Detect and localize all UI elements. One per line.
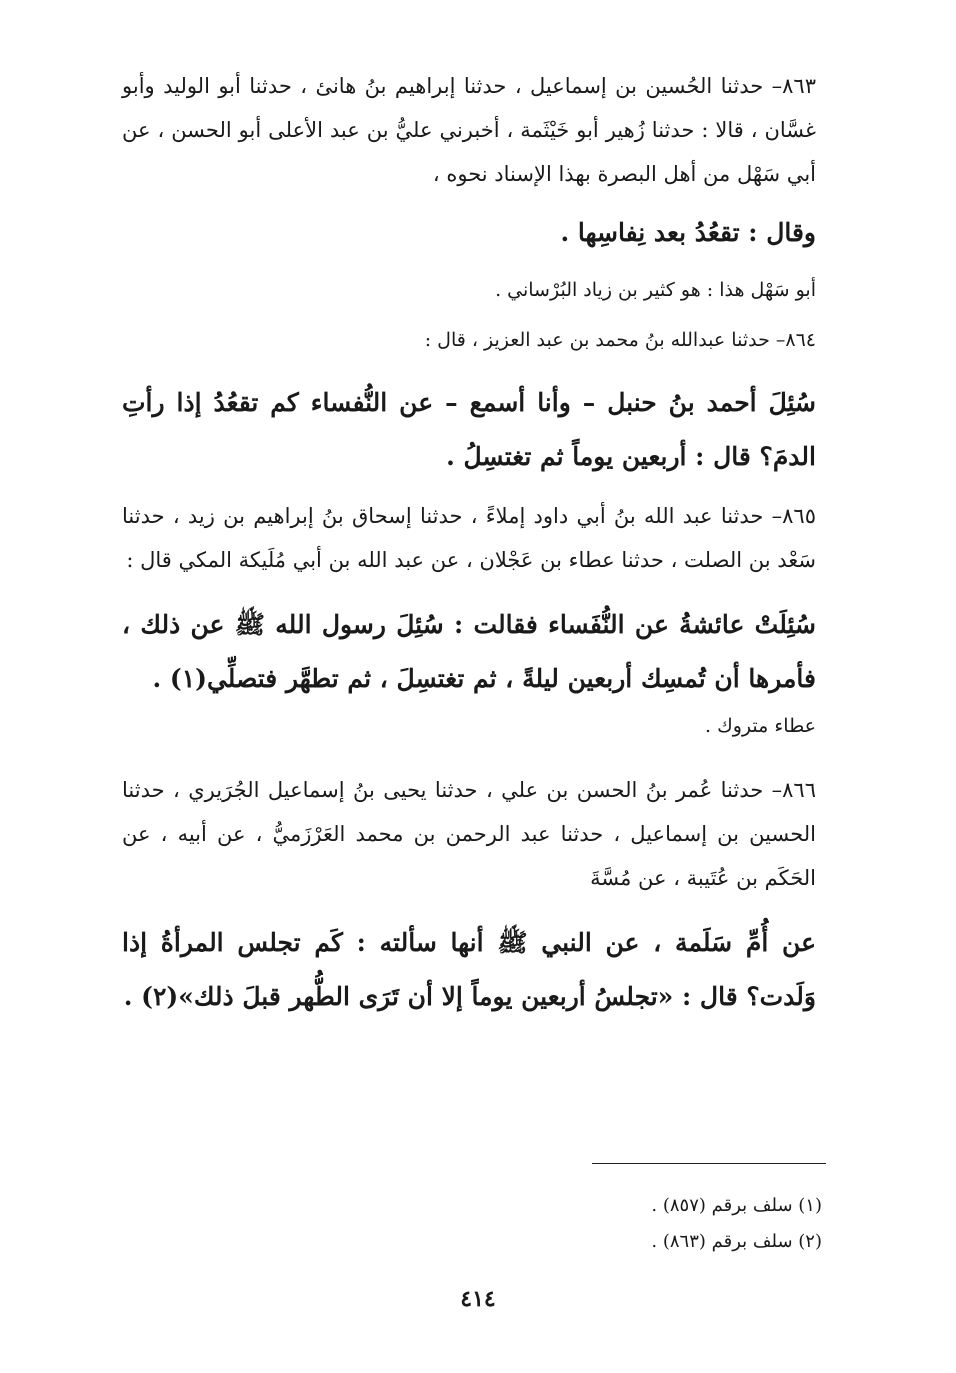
page-body: [122, 64, 816, 1024]
hadith-866-text: عن أُمِّ سَلَمة ، عن النبي ﷺ أنها سألته : كَم تجلس المرأةُ إذا وَلَدت؟ قال : «تجلسُ أربعين يوماً إلا أن تَرَى الطُّهر قبلَ ذلك»(٢) .: [122, 928, 816, 1011]
footnote-divider: [592, 1163, 826, 1164]
hadith-863-text: وقال : تقعُدُ بعد نِفاسِها .: [560, 218, 816, 247]
hadith-864-text: سُئِلَ أحمد بنُ حنبل – وأنا أسمع – عن النُّفساء كم تقعُدُ إذا رأتِ الدمَ؟ قال : أربعين يوماً ثم تغتسِلُ .: [122, 388, 816, 471]
narrator-note: أبو سَهْل هذا : هو كثير بن زياد البُرْساني .: [495, 279, 816, 301]
hadith-866-chain: ٨٦٦– حدثنا عُمر بنُ الحسن بن علي ، حدثنا يحيى بنُ إسماعيل الجُرَيري ، حدثنا الحسين بن إسماعيل ، حدثنا عبد الرحمن بن محمد العَرْزَميُّ ، عن أبيه ، عن الحَكَم بن عُتَيبة ، عن مُسَّةَ: [122, 778, 816, 890]
hadith-865-text: سُئِلَتْ عائشةُ عن النُّفَساء فقالت : سُئِلَ رسول الله ﷺ عن ذلك ، فأمرها أن تُمسِك أربعين ليلةً ، ثم تغتسِلَ ، ثم تطهَّر فتصلِّي(١) .: [122, 610, 816, 693]
hadith-864-chain: ٨٦٤– حدثنا عبدالله بنُ محمد بن عبد العزيز ، قال :: [424, 329, 816, 351]
footnotes: [222, 1188, 822, 1260]
footnote-1: (١) سلف برقم (٨٥٧) .: [651, 1195, 822, 1216]
grading-note: عطاء متروك .: [705, 715, 816, 737]
hadith-865-chain: ٨٦٥– حدثنا عبد الله بنُ أبي داود إملاءً ، حدثنا إسحاق بنُ إبراهيم بن زيد ، حدثنا سَعْد بن الصلت ، حدثنا عطاء بن عَجْلان ، عن عبد الله بن أبي مُلَيكة المكي قال :: [122, 504, 816, 572]
hadith-863-chain: ٨٦٣– حدثنا الحُسين بن إسماعيل ، حدثنا إبراهيم بنُ هانئ ، حدثنا أبو الوليد وأبو غسَّان ، قالا : حدثنا زُهير أبو خَيْثَمة ، أخبرني عليُّ بن عبد الأعلى أبو الحسن ، عن أبي سَهْل من أهل البصرة بهذا الإسناد نحوه ،: [122, 74, 816, 186]
page-number: ٤١٤: [460, 1286, 496, 1312]
footnote-2: (٢) سلف برقم (٨٦٣) .: [651, 1231, 822, 1252]
